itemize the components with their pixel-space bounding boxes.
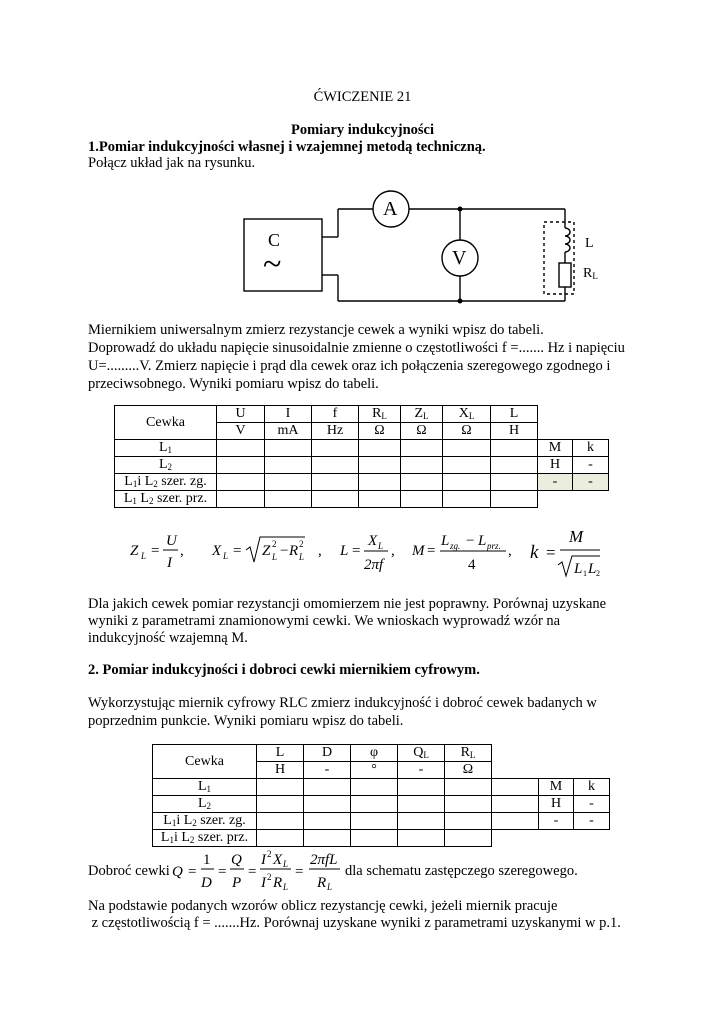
unit-cell: V — [217, 423, 265, 440]
svg-text:L: L — [378, 541, 384, 551]
svg-text:L: L — [283, 882, 289, 892]
k-cell: - — [573, 474, 609, 491]
svg-text:=: = — [546, 543, 556, 562]
col-header: D — [304, 745, 351, 762]
m-cell: - — [538, 474, 573, 491]
m-cell: H — [538, 457, 573, 474]
svg-text:R: R — [317, 875, 327, 891]
ac-source-box — [244, 219, 322, 291]
s1-conclusion-line: wyniki z parametrami znamionowymi cewki. We wnioskach wyprowadź wzór na — [88, 613, 561, 629]
svg-text:=: = — [233, 543, 242, 559]
k-cell: - — [574, 796, 610, 813]
col-header: $Z_L$ — [401, 406, 443, 423]
col-header: $X_L$ — [443, 406, 491, 423]
s1-conclusion-line: Dla jakich cewek pomiar rezystancji omomierzem nie jest poprawny. Porównaj uzyskane — [88, 596, 607, 612]
svg-text:−: − — [280, 543, 289, 559]
svg-text:L: L — [141, 551, 147, 561]
table-row — [153, 813, 610, 830]
cewka-header: Cewka — [153, 745, 257, 779]
row-label: $L_1i$ $L_2$ szer. zg. — [115, 474, 217, 491]
s1-conclusion-line: indukcyjność wzajemną M. — [88, 630, 248, 646]
unit-cell: Ω — [359, 423, 401, 440]
inductor-coil — [565, 228, 570, 252]
svg-text:I: I — [261, 875, 266, 891]
row-label: $L_1$ — [153, 779, 257, 796]
svg-text:2πfL: 2πfL — [310, 852, 338, 868]
col-header: φ — [351, 745, 398, 762]
svg-text:,: , — [318, 543, 322, 559]
svg-text:X: X — [368, 533, 378, 549]
svg-text:I: I — [261, 852, 266, 868]
s2-final-line: z częstotliwością f = .......Hz. Porównaj uzyskane wyniki z parametrami uzyskanymi w p.1. — [88, 915, 621, 931]
row-label: $L_2$ — [115, 457, 217, 474]
table-row — [153, 830, 610, 847]
page-subtitle: Pomiary indukcyjności — [291, 122, 434, 138]
svg-text:=: = — [151, 543, 160, 559]
unit-cell: ° — [351, 762, 398, 779]
svg-text:M: M — [569, 527, 584, 546]
svg-text:Q: Q — [172, 864, 183, 880]
table-row — [153, 779, 610, 796]
s2-para-line: Wykorzystując miernik cyfrowy RLC zmierz indukcyjność i dobroć cewek badanych w — [88, 695, 597, 711]
m-cell: M — [538, 440, 573, 457]
formulas-section1 — [0, 520, 725, 590]
svg-text:P: P — [232, 875, 242, 891]
svg-text:Q: Q — [231, 852, 242, 868]
col-header: U — [217, 406, 265, 423]
dobroc-formula — [168, 848, 343, 896]
table-row — [115, 457, 609, 474]
svg-text:2: 2 — [272, 539, 277, 549]
svg-text:,: , — [180, 543, 184, 559]
table-measurements-2 — [152, 744, 610, 847]
svg-text:2: 2 — [267, 849, 272, 859]
svg-text:X: X — [212, 543, 222, 559]
svg-text:k: k — [530, 542, 539, 563]
svg-text:2πf: 2πf — [364, 557, 384, 573]
svg-text:U: U — [166, 533, 177, 549]
svg-text:−: − — [466, 533, 475, 549]
dobroc-suffix: dla schematu zastępczego szeregowego. — [345, 863, 578, 879]
svg-text:L: L — [272, 552, 278, 562]
s2-para-line: poprzednim punkcie. Wyniki pomiaru wpisz do tabeli. — [88, 713, 404, 729]
zl-lhs: Z — [130, 543, 139, 559]
svg-text:2: 2 — [267, 872, 272, 882]
unit-cell: Ω — [445, 762, 492, 779]
row-label: $L_1i$ $L_2$ szer. zg. — [153, 813, 257, 830]
cewka-header: Cewka — [115, 406, 217, 440]
resistor — [559, 263, 571, 287]
row-label: $L_1$ $L_2$ szer. prz. — [115, 491, 217, 508]
source-letter: C — [268, 230, 281, 250]
svg-text:L: L — [223, 551, 229, 561]
col-header: L — [491, 406, 538, 423]
resistance-label: $R_L$ — [583, 266, 598, 281]
row-label: $L_1$ — [115, 440, 217, 457]
row-label: $L_2$ — [153, 796, 257, 813]
unit-cell: Ω — [401, 423, 443, 440]
ammeter-label: A — [383, 198, 398, 220]
table-row — [115, 440, 609, 457]
row-label: $L_1i$ $L_2$ szer. prz. — [153, 830, 257, 847]
svg-text:=: = — [427, 543, 436, 559]
k-cell: - — [573, 457, 609, 474]
col-header: I — [265, 406, 312, 423]
col-header: $R_L$ — [359, 406, 401, 423]
svg-text:=: = — [352, 543, 361, 559]
voltmeter-label: V — [452, 247, 467, 269]
svg-text:L: L — [574, 561, 583, 577]
svg-text:R: R — [289, 543, 299, 559]
svg-text:Z: Z — [262, 543, 271, 559]
m-cell: - — [539, 813, 574, 830]
section1-heading: 1.Pomiar indukcyjności własnej i wzajemnej metodą techniczną. — [88, 139, 486, 155]
unit-cell: - — [304, 762, 351, 779]
svg-text:D: D — [201, 875, 212, 891]
exercise-title: ĆWICZENIE 21 — [313, 89, 412, 105]
dobroc-prefix: Dobroć cewki — [88, 863, 170, 879]
table-row — [115, 474, 609, 491]
table-row — [115, 491, 609, 508]
m-cell: M — [539, 779, 574, 796]
svg-text:L: L — [299, 552, 305, 562]
svg-text:1: 1 — [583, 569, 587, 578]
s1-para-line: przeciwsobnego. Wyniki pomiaru wpisz do tabeli. — [88, 376, 379, 392]
col-header: $Q_L$ — [398, 745, 445, 762]
unit-cell: mA — [265, 423, 312, 440]
svg-text:4: 4 — [468, 557, 476, 573]
svg-text:I: I — [167, 555, 172, 571]
svg-text:L: L — [327, 882, 333, 892]
inductance-label: L — [585, 236, 594, 251]
unit-cell: H — [491, 423, 538, 440]
svg-text:L: L — [340, 543, 349, 559]
k-cell: - — [574, 813, 610, 830]
col-header: $R_L$ — [445, 745, 492, 762]
unit-cell: Hz — [312, 423, 359, 440]
svg-text:L: L — [588, 561, 597, 577]
s1-para-line: U=.........V. Zmierz napięcie i prąd dla cewek oraz ich połączenia szeregowego zgodnego i — [88, 358, 611, 374]
svg-text:L: L — [478, 533, 487, 549]
k-cell: k — [573, 440, 609, 457]
svg-text:prz.: prz. — [487, 541, 501, 551]
svg-text:1: 1 — [203, 852, 211, 868]
svg-text:,: , — [508, 543, 512, 559]
svg-text:,: , — [391, 543, 395, 559]
svg-text:2: 2 — [596, 569, 600, 578]
tilde-icon: ~ — [263, 246, 282, 283]
svg-text:M: M — [412, 543, 425, 559]
k-cell: k — [574, 779, 610, 796]
svg-text:R: R — [273, 875, 283, 891]
svg-text:=: = — [295, 864, 304, 880]
svg-text:L: L — [441, 533, 450, 549]
s1-para-line: Doprowadź do układu napięcie sinusoidalnie zmienne o częstotliwości f =....... Hz i napięciu — [88, 340, 625, 356]
section1-instruction: Połącz układ jak na rysunku. — [88, 155, 256, 171]
col-header: L — [257, 745, 304, 762]
unit-cell: Ω — [443, 423, 491, 440]
svg-text:=: = — [218, 864, 227, 880]
m-cell: H — [539, 796, 574, 813]
svg-text:X: X — [273, 852, 283, 868]
svg-text:2: 2 — [299, 539, 304, 549]
table-measurements-1 — [114, 405, 609, 508]
svg-text:L: L — [283, 859, 289, 869]
svg-text:=: = — [248, 864, 257, 880]
section2-heading: 2. Pomiar indukcyjności i dobroci cewki miernikiem cyfrowym. — [88, 662, 480, 678]
s1-para-line: Miernikiem uniwersalnym zmierz rezystancje cewek a wyniki wpisz do tabeli. — [88, 322, 544, 338]
table-row — [153, 796, 610, 813]
svg-text:zg.: zg. — [450, 541, 461, 551]
svg-text:=: = — [188, 864, 197, 880]
col-header: f — [312, 406, 359, 423]
s2-final-line: Na podstawie podanych wzorów oblicz rezystancję cewki, jeżeli miernik pracuje — [88, 898, 558, 914]
unit-cell: H — [257, 762, 304, 779]
unit-cell: - — [398, 762, 445, 779]
